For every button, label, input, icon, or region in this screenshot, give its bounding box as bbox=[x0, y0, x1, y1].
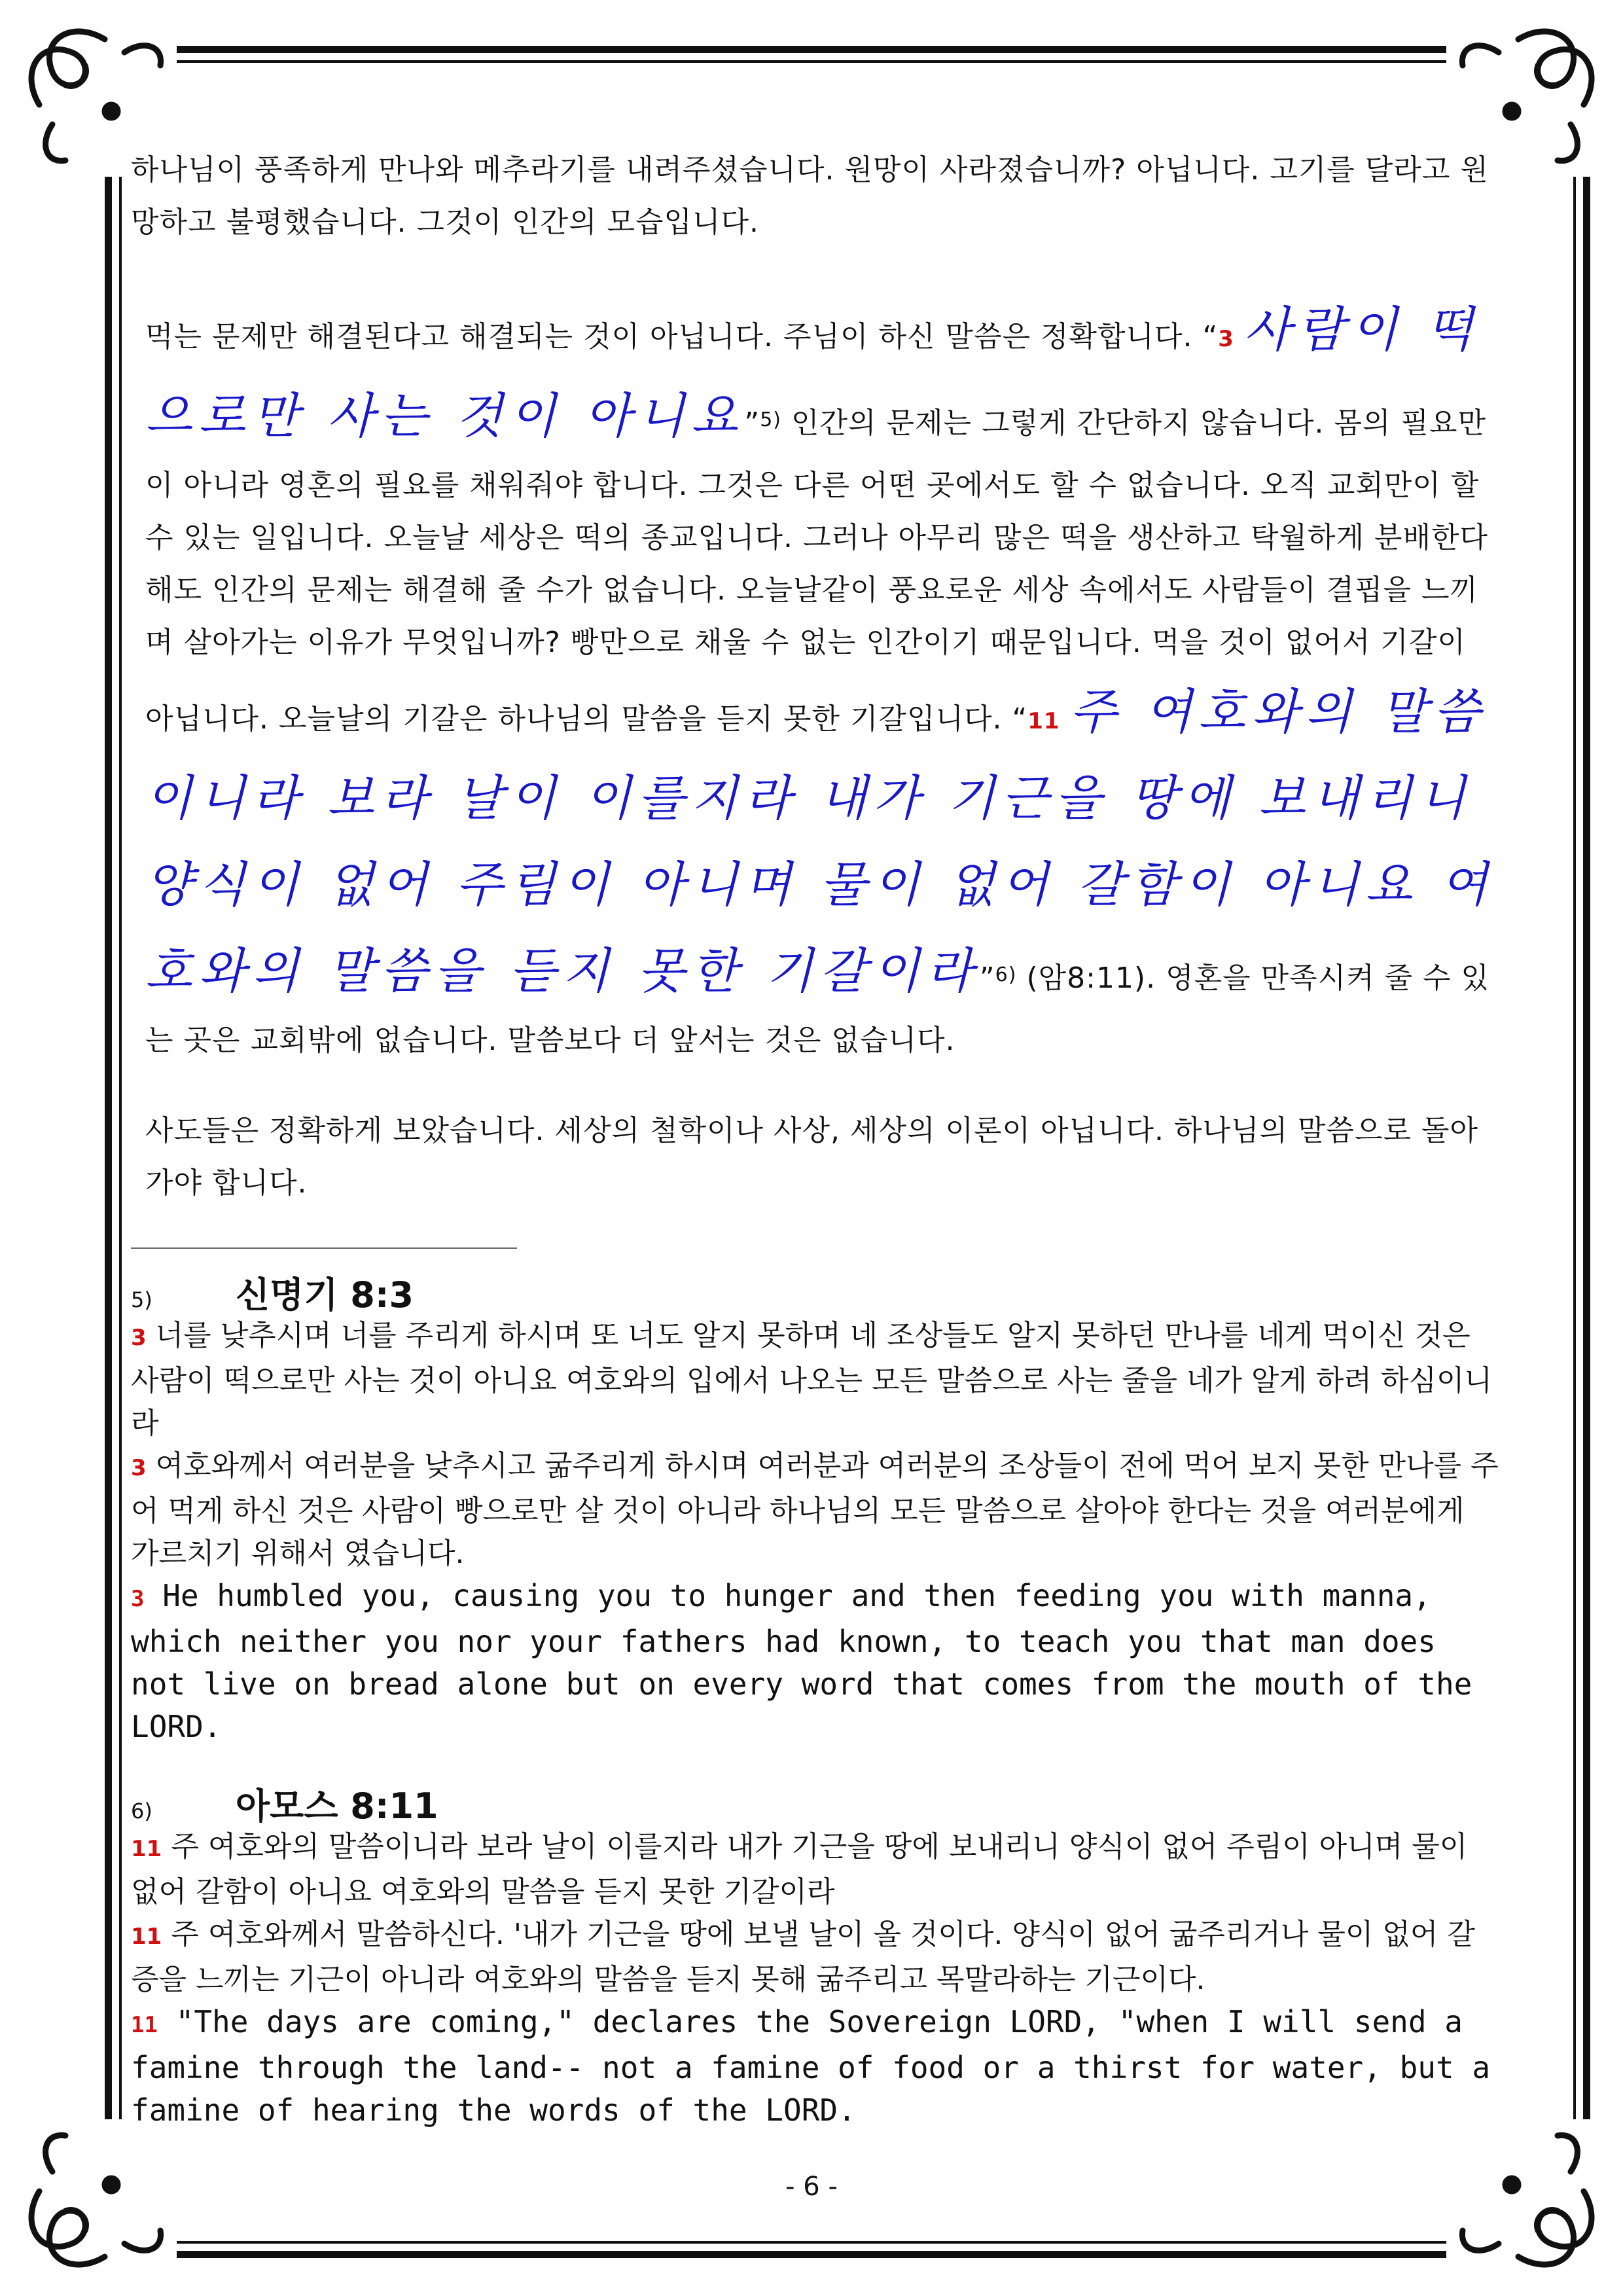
verse-text: He humbled you, causing you to hunger and then feeding you with manna, which neither you nor your fathers had known, to teach you that man does not live on bread alone but on every word that comes from the mouth of the LORD. bbox=[131, 1578, 1472, 1744]
footnote-verse-modern bbox=[131, 1913, 1499, 2001]
verse-number: 11 bbox=[131, 1924, 162, 1950]
footnote-title: 신명기 8:3 bbox=[236, 1274, 414, 1316]
footnote-verse-krv bbox=[131, 1314, 1499, 1444]
scripture-quote: 주 여호와의 말씀이니라 보라 날이 이를지라 내가 기근을 땅에 보내리니 양식이 없어 주림이 아니며 물이 없어 갈함이 아니요 여호와의 말씀을 듣지 못한 기갈이라 bbox=[145, 684, 1494, 999]
footnote-header bbox=[131, 1267, 1499, 1314]
verse-number: 3 bbox=[131, 1325, 147, 1351]
footnote-number: 6) bbox=[131, 1799, 152, 1823]
footnote-number: 5) bbox=[131, 1287, 152, 1312]
footnote-6 bbox=[131, 1778, 1499, 2132]
footnote-verse-krv bbox=[131, 1825, 1499, 1913]
paragraph-2-rest2: (암8:11). 영혼을 만족시켜 줄 수 있는 곳은 교회밖에 없습니다. 말씀보다 더 앞서는 것은 없습니다. bbox=[145, 961, 1490, 1057]
verse-text: 주 여호와께서 말씀하신다. '내가 기근을 땅에 보낼 날이 올 것이다. 양식이 없어 굶주리거나 물이 없어 갈증을 느끼는 기근이 아니라 여호와의 말씀을 듣지 못해 굶주리고 목말라하는 기근이다. bbox=[131, 1918, 1475, 1996]
footnote-title: 아모스 8:11 bbox=[236, 1785, 438, 1827]
paragraph-2 bbox=[131, 287, 1499, 1067]
paragraph-1 bbox=[131, 144, 1499, 249]
quote-close: ” bbox=[979, 961, 995, 995]
verse-number: 11 bbox=[131, 1836, 162, 1862]
verse-text: "The days are coming," declares the Sovereign LORD, "when I will send a famine through the land-- not a famine of food or a thirst for water, but a famine of hearing the words of the LORD. bbox=[131, 2004, 1491, 2128]
page-content bbox=[131, 144, 1499, 2162]
paragraph-1-text: 하나님이 풍족하게 만나와 메추라기를 내려주셨습니다. 원망이 사라졌습니까? 아닙니다. 고기를 달라고 원망하고 불평했습니다. 그것이 인간의 모습입니다. bbox=[131, 153, 1489, 239]
verse-number: 3 bbox=[1218, 326, 1234, 352]
footnote-verse-english bbox=[131, 2001, 1499, 2132]
footnote-5 bbox=[131, 1267, 1499, 1748]
paragraph-3-text: 사도들은 정확하게 보았습니다. 세상의 철학이나 사상, 세상의 이론이 아닙니다. 하나님의 말씀으로 돌아가야 합니다. bbox=[145, 1114, 1478, 1200]
paragraph-3 bbox=[131, 1105, 1499, 1210]
verse-text: 너를 낮추시며 너를 주리게 하시며 또 너도 알지 못하며 네 조상들도 알지 못하던 만나를 네게 먹이신 것은 사람이 떡으로만 사는 것이 아니요 여호와의 입에서 나오는 모든 말씀으로 사는 줄을 네가 알게 하려 하심이니라 bbox=[131, 1319, 1492, 1440]
verse-number: 3 bbox=[131, 1455, 147, 1481]
footnote-ref[interactable]: 5) bbox=[760, 408, 781, 431]
paragraph-2-lead: 먹는 문제만 해결된다고 해결되는 것이 아닙니다. 주님이 하신 말씀은 정확합니다. “ bbox=[145, 320, 1219, 353]
verse-number: 11 bbox=[1027, 708, 1060, 734]
footnote-verse-english bbox=[131, 1575, 1499, 1748]
scripture-quote: 사람이 떡으로만 사는 것이 아니요 bbox=[145, 302, 1480, 444]
footnote-divider bbox=[131, 1247, 517, 1249]
footnote-header bbox=[131, 1778, 1499, 1825]
paragraph-2-rest: 인간의 문제는 그렇게 간단하지 않습니다. 몸의 필요만이 아니라 영혼의 필요를 채워줘야 합니다. 그것은 다른 어떤 곳에서도 할 수 없습니다. 오직 교회만이 할 수 있는 일입니다. 오늘날 세상은 떡의 종교입니다. 그러나 아무리 많은 떡을 생산하고 탁월하게 분배한다 해도 인간의 문제는 해결해 줄 수가 없습니다. 오늘날같이 풍요로운 세상 속에서도 사람들이 결핍을 느끼며 살아가는 이유가 무엇입니까? 빵만으로 채울 수 없는 인간이기 때문입니다. 먹을 것이 없어서 기갈이 아닙니다. 오늘날의 기갈은 하나님의 말씀을 듣지 못한 기갈입니다. “ bbox=[145, 406, 1488, 736]
verse-number: 3 bbox=[131, 1586, 145, 1612]
footnote-ref[interactable]: 6) bbox=[995, 963, 1017, 986]
verse-text: 주 여호와의 말씀이니라 보라 날이 이를지라 내가 기근을 땅에 보내리니 양식이 없어 주림이 아니며 물이 없어 갈함이 아니요 여호와의 말씀을 듣지 못한 기갈이라 bbox=[131, 1830, 1468, 1909]
verse-text: 여호와께서 여러분을 낮추시고 굶주리게 하시며 여러분과 여러분의 조상들이 전에 먹어 보지 못한 만나를 주어 먹게 하신 것은 사람이 빵으로만 살 것이 아니라 하나님의 모든 말씀으로 살아야 한다는 것을 여러분에게 가르치기 위해서 였습니다. bbox=[131, 1449, 1499, 1570]
quote-close: ” bbox=[744, 406, 760, 440]
footnote-verse-modern bbox=[131, 1444, 1499, 1575]
verse-number: 11 bbox=[131, 2012, 158, 2038]
page-number: - 6 - bbox=[785, 2172, 838, 2202]
